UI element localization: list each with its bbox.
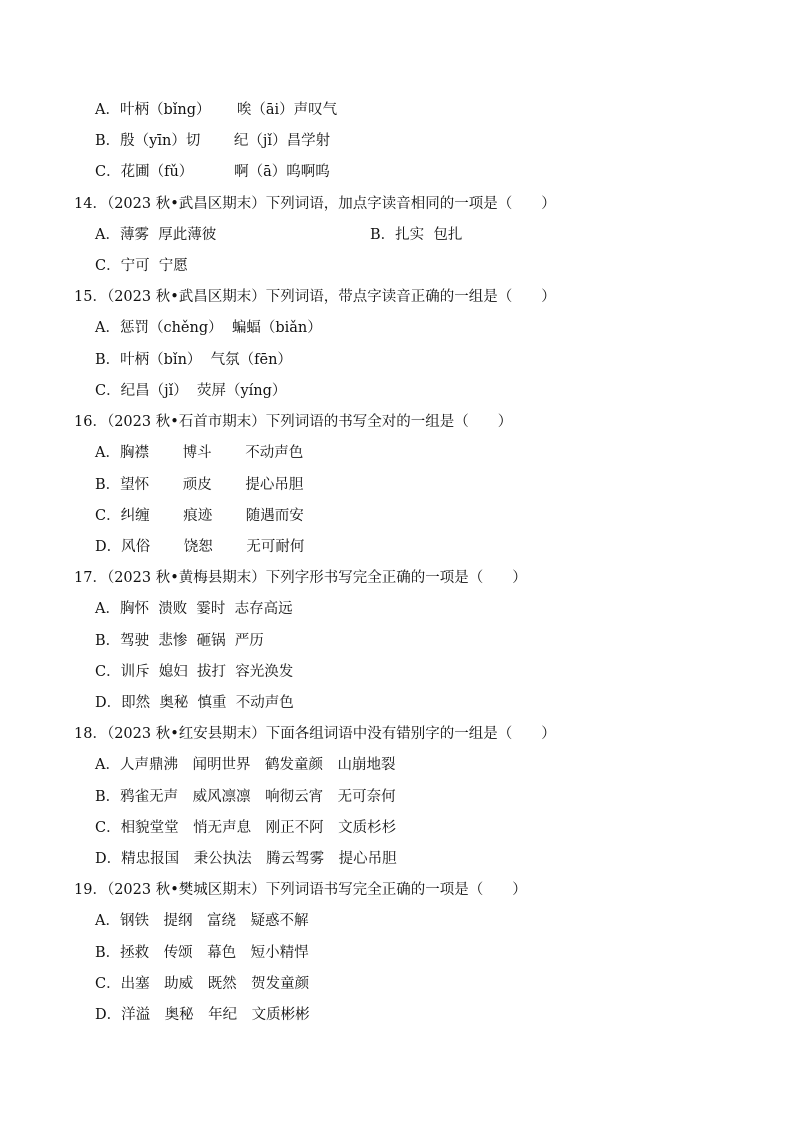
- q16-option-a: A．胸襟 博斗 不动声色: [95, 445, 304, 461]
- q15-option-c: C．纪昌（jǐ） 荧屏（yíng）: [95, 383, 287, 399]
- q15-stem: 15．（2023 秋•武昌区期末）下列词语，带点字读音正确的一组是（ ）: [74, 289, 556, 305]
- q17-option-b: B．驾驶 悲惨 砸锅 严历: [95, 633, 264, 649]
- q14-stem: 14．（2023 秋•武昌区期末）下列词语，加点字读音相同的一项是（ ）: [74, 196, 556, 212]
- q14-option-b: B．扎实 包扎: [370, 227, 463, 243]
- q15-option-a: A．惩罚（chěng） 蝙蝠（biǎn）: [95, 320, 322, 336]
- q16-stem: 16．（2023 秋•石首市期末）下列词语的书写全对的一组是（ ）: [74, 414, 513, 430]
- q13-option-b: B．殷（yīn）切 纪（jǐ）昌学射: [95, 133, 331, 149]
- q17-option-c: C．训斥 媳妇 拔打 容光涣发: [95, 664, 294, 680]
- q16-option-c: C．纠缠 痕迹 随遇而安: [95, 508, 304, 524]
- q18-option-b: B．鸦雀无声 威风凛凛 响彻云宵 无可奈何: [95, 789, 396, 805]
- q15-option-b: B．叶柄（bǐn） 气氛（fēn）: [95, 352, 292, 368]
- q17-option-a: A．胸怀 溃败 霎时 志存高远: [95, 601, 293, 617]
- q18-option-d: D．精忠报国 秉公执法 腾云驾雾 提心吊胆: [95, 851, 397, 867]
- q16-option-d: D．风俗 饶恕 无可耐何: [95, 539, 305, 555]
- q18-stem: 18．（2023 秋•红安县期末）下面各组词语中没有错别字的一组是（ ）: [74, 726, 556, 742]
- q17-stem: 17．（2023 秋•黄梅县期末）下列字形书写完全正确的一项是（ ）: [74, 570, 527, 586]
- q14-option-c: C．宁可 宁愿: [95, 258, 188, 274]
- q16-option-b: B．望怀 顽皮 提心吊胆: [95, 477, 304, 493]
- q13-option-a: A．叶柄（bǐng） 唉（āi）声叹气: [95, 102, 338, 118]
- q19-stem: 19．（2023 秋•樊城区期末）下列词语书写完全正确的一项是（ ）: [74, 882, 527, 898]
- q18-option-c: C．相貌堂堂 悄无声息 刚正不阿 文质杉杉: [95, 820, 397, 836]
- q17-option-d: D．即然 奥秘 慎重 不动声色: [95, 695, 294, 711]
- q19-option-a: A．钢铁 提纲 富绕 疑惑不解: [95, 913, 309, 929]
- q13-option-c: C．花圃（fǔ） 啊（ā）呜啊呜: [95, 164, 330, 180]
- q14-option-a: A．薄雾 厚此薄彼: [95, 227, 217, 243]
- q19-option-d: D．洋溢 奥秘 年纪 文质彬彬: [95, 1007, 310, 1023]
- q19-option-b: B．拯救 传颂 幕色 短小精悍: [95, 945, 309, 961]
- q18-option-a: A．人声鼎沸 闻明世界 鹤发童颜 山崩地裂: [95, 757, 396, 773]
- q19-option-c: C．出塞 助威 既然 贺发童颜: [95, 976, 310, 992]
